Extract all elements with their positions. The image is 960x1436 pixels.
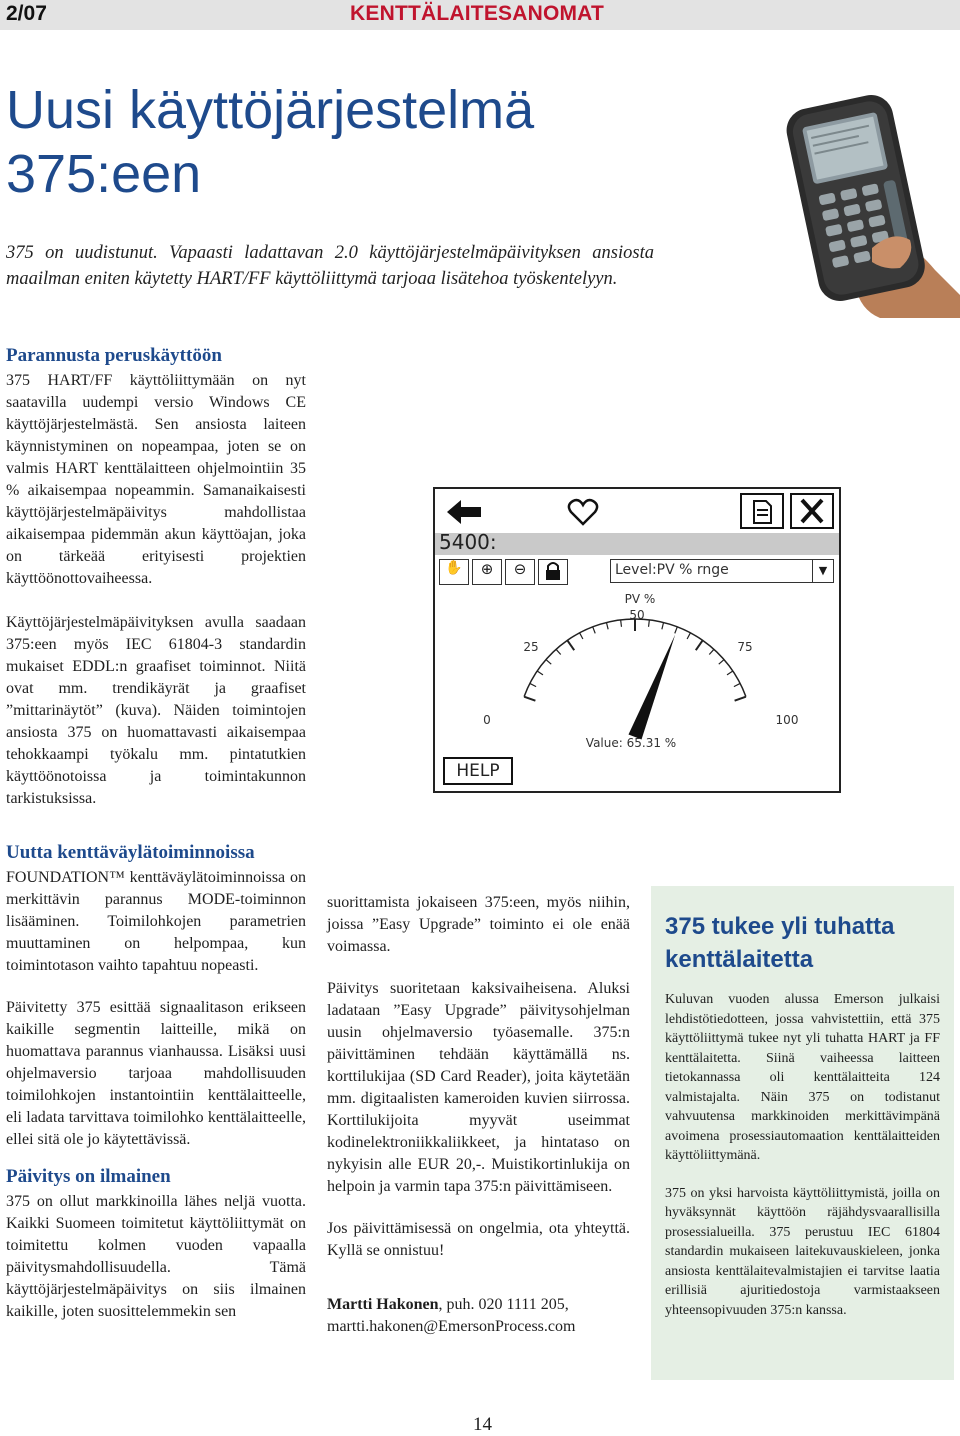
gauge-tick: [727, 671, 733, 675]
column-1-lower: [6, 841, 306, 1337]
lock-icon: [543, 560, 563, 582]
gauge-tick: [580, 633, 583, 639]
close-button[interactable]: [790, 493, 834, 529]
lock-button[interactable]: [538, 559, 568, 585]
gauge-tick: [735, 697, 746, 701]
gauge-tick: [621, 620, 622, 627]
level-select-value: Level:PV % rnge: [615, 562, 729, 578]
paragraph: suorittamista jokaiseen 375:een, myös niihin, joissa ”Easy Upgrade” toiminto ei ole enää voimassa.: [327, 894, 630, 955]
gauge-tick: [567, 640, 574, 650]
gauge-tick: [546, 660, 551, 665]
gauge-tick: [606, 623, 608, 630]
publication-name: KENTTÄLAITESANOMAT: [350, 2, 605, 25]
zoom-out-icon: ⊖: [513, 560, 527, 578]
sidebar-title: 375 tukee yli tuhatta kenttälaitetta: [665, 913, 895, 973]
article-title-line2: 375:een: [6, 144, 202, 204]
gauge-screenshot: [433, 487, 841, 793]
contact-phone: , puh. 020 1111 205,: [438, 1296, 569, 1313]
zoom-in-button[interactable]: [472, 559, 502, 585]
gauge-tick: [556, 649, 561, 654]
paragraph: Päivitys suoritetaan kaksivaiheisena. Aluksi ladataan ”Easy Upgrade” päivitysohjelman uusin ohjelmaversio työasemalle. 375:n päivittäminen tehdään käyttämällä ns. korttilukijaa (SD Card Reader), joita käytetään mm. digitaalisten kameroiden kuvien siirrossa. Korttilukijoita myyvät useimmat kodinelektroniikkaliikkeet, ja hintataso on nykyisin alle EUR 20,-. Muistikortinlukija on helpoin ja varmin tapa 375:n päivittämiseen.: [327, 980, 630, 1195]
paragraph: FOUNDATION™ kenttäväylätoiminnoissa on merkittävin parannus MODE-toiminnon lisääminen. Toimilohkojen parametrien muuttaminen on helpompaa, kun toimintotason vaihto tapahtuu nopeasti.: [6, 869, 306, 974]
heading-kenttavayla: Uutta kenttäväylätoiminnoissa: [6, 842, 255, 863]
article-lead: 375 on uudistunut. Vapaasti ladattavan 2.0 käyttöjärjestelmäpäivityksen ansiosta maailman eniten käytetty HART/FF käyttöliittymä tarjoaa lisätehoa työskentelyyn.: [6, 243, 654, 289]
paragraph: Käyttöjärjestelmäpäivityksen avulla saadaan 375:een myös IEC 61804-3 standardin mukaiset EDDL:n graafiset toiminnot. Niitä ovat mm. trendikäyrät ja graafiset ”mittarinäytöt” (kuva). Näiden toimintojen ansiosta 375 on huomattavasti aikaisempaa tehokkaampi työkalu mm. pintatutkien käyttöönotoissa ja toimintakunnon tarkistuksissa.: [6, 614, 306, 807]
column-1: [6, 344, 306, 824]
close-icon: [792, 495, 832, 527]
contact-name: Martti Hakonen: [327, 1296, 439, 1313]
gauge-needle: [628, 635, 675, 740]
gauge-tick: [524, 697, 535, 701]
document-icon: [742, 495, 782, 527]
help-button[interactable]: HELP: [443, 757, 513, 785]
sidebar-box: [651, 886, 954, 1380]
paragraph: 375 HART/FF käyttöliittymään on nyt saatavilla uudempi versio Windows CE käyttöjärjestelmästä. Sen ansiosta laiteen käynnistyminen on nopeampaa, joten se on valmis HART kenttälaitteen ohjelmointiin 35 % aikaisempaa nopeammin. Samanaikaisesti käyttöjärjestelmäpäivitys mahdollistaa aikaisempaa pidemmän akun käyttöajan, joka on tärkeää erityisesti projektien käyttöönottovaiheessa.: [6, 372, 306, 587]
back-arrow-icon: [443, 495, 485, 529]
gauge-tick: [719, 660, 724, 665]
device-title-bar: [435, 530, 839, 555]
hand-tool-button[interactable]: [439, 559, 469, 585]
hand-icon: ✋: [445, 560, 463, 576]
gauge-tick: [709, 649, 714, 654]
article-title-line1: Uusi käyttöjärjestelmä: [6, 80, 535, 140]
paragraph: 375 on ollut markkinoilla lähes neljä vuotta. Kaikki Suomeen toimitetut käyttöliittymät on toimitettu kolmen vuoden vapaalla päivitysmahdollisuudella. Tämä käyttöjärjestelmäpäivitys on siis ilmainen kaikille, joten suosittelemmekin sen: [6, 1193, 306, 1320]
heart-icon: [567, 497, 599, 527]
gauge-value-text: Value: 65.31 %: [585, 736, 677, 750]
gauge-tick: [662, 623, 664, 630]
gauge-tick: [593, 627, 596, 634]
chevron-down-icon: ▼: [812, 560, 833, 582]
contact: [327, 1294, 630, 1338]
paragraph: Jos päivittämisessä on ongelmia, ota yhteyttä. Kyllä se onnistuu!: [327, 1220, 630, 1259]
sidebar-paragraph: 375 on yksi harvoista käyttöliittymistä, joilla on hyväksynnät käyttöön räjähdysvaarallisilla prosessialueilla. 375 perustuu IEC 61804 standardin mukaiseen laitekuvauskieleen, jonka ansiosta kenttälaitevalmistajien ei tarvitse laatia erillisiä ajuritiedostoja varmistaakseen yhteensopivuuden 375:n kanssa.: [665, 1185, 940, 1318]
device-code: 5400:: [439, 530, 497, 554]
gauge-tick-label: 25: [523, 640, 539, 654]
gauge-tick-label: 0: [483, 713, 491, 727]
page-number: 14: [473, 1414, 492, 1435]
sidebar-paragraph: Kuluvan vuoden alussa Emerson julkaisi lehdistötiedotteen, jossa vahvistettiin, että 375 käyttöliittymä tukee nyt yli tuhatta HART ja FF kenttälaitetta. Siinä vaiheessa laitteen tietokannassa oli kenttälaitteita 124 valmistajalta. Näin 375 on todistanut vahvuutensa markkinoiden merkittävimpänä avoimena prosessiautomaation kenttälaitteiden käyttöliittymänä.: [665, 992, 940, 1163]
level-select[interactable]: [610, 559, 834, 583]
issue-number: 2/07: [6, 2, 47, 25]
article-title: [6, 78, 626, 206]
zoom-out-button[interactable]: [505, 559, 535, 585]
gauge-tick-label: 50: [629, 608, 645, 622]
gauge-tick-label: 75: [737, 640, 753, 654]
gauge-tick: [687, 633, 690, 639]
heading-paivitys: Päivitys on ilmainen: [6, 1166, 171, 1187]
gauge-tick: [675, 627, 678, 634]
gauge-tick-label: 100: [775, 713, 799, 727]
gauge-tick: [734, 683, 740, 686]
document-button[interactable]: [740, 493, 784, 529]
heading-parannusta: Parannusta peruskäyttöön: [6, 345, 222, 366]
gauge-chart: [435, 587, 839, 755]
gauge-tick: [537, 671, 543, 675]
zoom-in-icon: ⊕: [480, 560, 494, 578]
gauge-tick: [696, 640, 703, 650]
column-2: [327, 892, 630, 1352]
paragraph: Päivitetty 375 esittää signaalitason erikseen kaikille segmentin laitteille, mikä on huomattava parannus vianhaussa. Lisäksi uusi ohjelmaversio tarjoaa mahdollisuuden toimilohkojen instantointiin kenttälaitteelle, eli ladata tarvittava toimilohko kenttälaitteelle, ellei sitä ole jo käytettävissä.: [6, 999, 306, 1148]
gauge-tick: [649, 620, 650, 627]
gauge-tick: [530, 683, 536, 686]
contact-email[interactable]: martti.hakonen@EmersonProcess.com: [327, 1318, 576, 1335]
gauge-title: PV %: [624, 592, 656, 606]
field-communicator-photo: [760, 80, 960, 318]
